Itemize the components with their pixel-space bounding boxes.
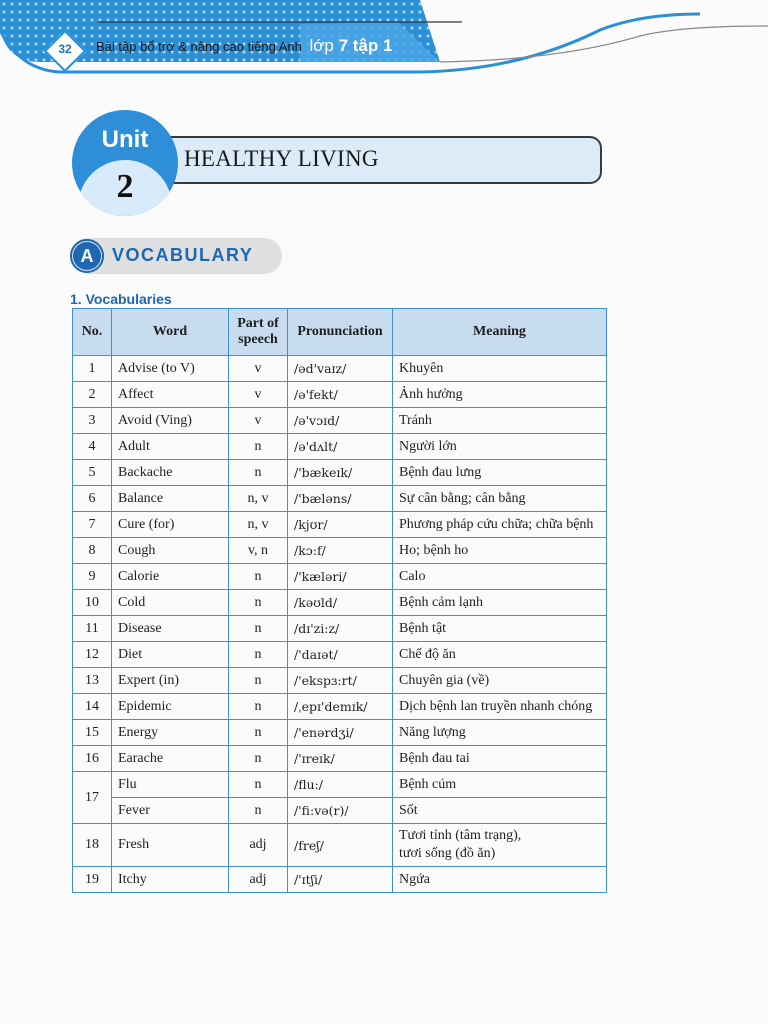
cell-pos: n (229, 590, 288, 616)
table-row (73, 460, 607, 486)
unit-badge (72, 110, 178, 216)
cell-pronunciation: /ə'vɔɪd/ (288, 408, 393, 434)
cell-word: Epidemic (112, 694, 229, 720)
table-row (73, 798, 607, 824)
book-title (96, 36, 392, 56)
cell-pos: n (229, 434, 288, 460)
cell-no: 4 (73, 434, 112, 460)
cell-meaning: Người lớn (393, 434, 607, 460)
cell-meaning: Năng lượng (393, 720, 607, 746)
cell-pos: v, n (229, 538, 288, 564)
book-title-text: Bài tập bổ trợ & nâng cao tiếng Anh (96, 39, 302, 54)
table-row (73, 642, 607, 668)
cell-pronunciation: /'ekspɜ:rt/ (288, 668, 393, 694)
header-pronunciation: Pronunciation (288, 309, 393, 356)
cell-word: Fever (112, 798, 229, 824)
grade-text: lớp (309, 36, 339, 55)
cell-pronunciation: /'daɪət/ (288, 642, 393, 668)
header-banner (0, 0, 768, 90)
table-row (73, 772, 607, 798)
cell-pos: n (229, 616, 288, 642)
table-header-row (73, 309, 607, 356)
unit-title: HEALTHY LIVING (184, 146, 379, 171)
table-row (73, 694, 607, 720)
cell-pronunciation: /'enərdʒi/ (288, 720, 393, 746)
cell-pos: n (229, 720, 288, 746)
cell-pronunciation: /ə'dʌlt/ (288, 434, 393, 460)
table-row (73, 408, 607, 434)
cell-meaning: Sốt (393, 798, 607, 824)
cell-no: 13 (73, 668, 112, 694)
cell-pronunciation: /'ɪtʃi/ (288, 867, 393, 893)
cell-word: Affect (112, 382, 229, 408)
cell-no: 5 (73, 460, 112, 486)
cell-word: Diet (112, 642, 229, 668)
cell-pos: n (229, 460, 288, 486)
cell-pos: n (229, 772, 288, 798)
subheading: 1. Vocabularies (70, 291, 172, 307)
cell-pronunciation: /'ɪreɪk/ (288, 746, 393, 772)
header-word: Word (112, 309, 229, 356)
cell-pronunciation: /ˌepɪ'demɪk/ (288, 694, 393, 720)
cell-pos: adj (229, 824, 288, 867)
cell-pos: v (229, 356, 288, 382)
cell-pronunciation: /'kæləri/ (288, 564, 393, 590)
cell-word: Disease (112, 616, 229, 642)
cell-meaning: Chế độ ăn (393, 642, 607, 668)
cell-no: 14 (73, 694, 112, 720)
cell-word: Expert (in) (112, 668, 229, 694)
cell-meaning: Bệnh đau tai (393, 746, 607, 772)
cell-meaning: Ho; bệnh ho (393, 538, 607, 564)
table-row (73, 720, 607, 746)
cell-pronunciation: /flu:/ (288, 772, 393, 798)
cell-word: Cure (for) (112, 512, 229, 538)
table-row (73, 564, 607, 590)
cell-word: Itchy (112, 867, 229, 893)
cell-meaning: Chuyên gia (về) (393, 668, 607, 694)
cell-pronunciation: /freʃ/ (288, 824, 393, 867)
meaning-line-2: tươi sống (đồ ăn) (399, 846, 496, 861)
unit-label: Unit (101, 126, 149, 153)
cell-no: 8 (73, 538, 112, 564)
cell-pos: v (229, 408, 288, 434)
cell-no: 15 (73, 720, 112, 746)
cell-word: Cough (112, 538, 229, 564)
cell-pronunciation: /əd'vaɪz/ (288, 356, 393, 382)
cell-no: 17 (73, 772, 112, 824)
cell-pronunciation: /'bækeɪk/ (288, 460, 393, 486)
cell-pos: n, v (229, 512, 288, 538)
cell-pronunciation: /kəʊld/ (288, 590, 393, 616)
table-row (73, 512, 607, 538)
cell-pos: n (229, 668, 288, 694)
cell-pronunciation: /'bæləns/ (288, 486, 393, 512)
table-row (73, 616, 607, 642)
cell-pronunciation: /'fi:və(r)/ (288, 798, 393, 824)
cell-word: Earache (112, 746, 229, 772)
cell-pronunciation: /kjʊr/ (288, 512, 393, 538)
table-row (73, 867, 607, 893)
cell-no: 18 (73, 824, 112, 867)
table-row (73, 668, 607, 694)
cell-meaning: Tránh (393, 408, 607, 434)
cell-word: Fresh (112, 824, 229, 867)
cell-no: 12 (73, 642, 112, 668)
table-body (73, 356, 607, 893)
book-grade (309, 36, 392, 55)
cell-pos: n, v (229, 486, 288, 512)
table-row (73, 434, 607, 460)
cell-word: Backache (112, 460, 229, 486)
cell-no: 2 (73, 382, 112, 408)
cell-word: Avoid (Ving) (112, 408, 229, 434)
cell-word: Calorie (112, 564, 229, 590)
cell-no: 11 (73, 616, 112, 642)
cell-pos: n (229, 798, 288, 824)
cell-meaning: Phương pháp cứu chữa; chữa bệnh (393, 512, 607, 538)
unit-number: 2 (116, 168, 134, 205)
page-number: 32 (58, 42, 72, 56)
cell-no: 9 (73, 564, 112, 590)
cell-pronunciation: /ə'fekt/ (288, 382, 393, 408)
cell-word: Flu (112, 772, 229, 798)
cell-pronunciation: /dɪ'zi:z/ (288, 616, 393, 642)
cell-no: 7 (73, 512, 112, 538)
cell-meaning: Bệnh cảm lạnh (393, 590, 607, 616)
cell-word: Balance (112, 486, 229, 512)
cell-no: 1 (73, 356, 112, 382)
cell-no: 16 (73, 746, 112, 772)
cell-meaning: Dịch bệnh lan truyền nhanh chóng (393, 694, 607, 720)
vocabulary-table (72, 308, 607, 893)
cell-pos: n (229, 694, 288, 720)
table-row (73, 538, 607, 564)
cell-pos: n (229, 642, 288, 668)
cell-word: Advise (to V) (112, 356, 229, 382)
cell-no: 19 (73, 867, 112, 893)
table-row (73, 356, 607, 382)
header-no: No. (73, 309, 112, 356)
cell-pos: v (229, 382, 288, 408)
cell-meaning (393, 824, 607, 867)
header-pos: Part of speech (229, 309, 288, 356)
table-row (73, 486, 607, 512)
table-row (73, 746, 607, 772)
cell-pos: n (229, 746, 288, 772)
cell-meaning: Ảnh hưởng (393, 382, 607, 408)
table-row (73, 382, 607, 408)
cell-meaning: Ngứa (393, 867, 607, 893)
meaning-line-1: Tươi tỉnh (tâm trạng), (399, 828, 522, 843)
table-row (73, 824, 607, 867)
cell-meaning: Khuyên (393, 356, 607, 382)
cell-word: Adult (112, 434, 229, 460)
cell-pronunciation: /kɔ:f/ (288, 538, 393, 564)
section-letter-icon: A (73, 242, 101, 270)
cell-meaning: Sự cân bằng; cân bằng (393, 486, 607, 512)
cell-pos: n (229, 564, 288, 590)
cell-word: Cold (112, 590, 229, 616)
cell-meaning: Bệnh cúm (393, 772, 607, 798)
cell-pos: adj (229, 867, 288, 893)
cell-meaning: Bệnh đau lưng (393, 460, 607, 486)
cell-no: 6 (73, 486, 112, 512)
cell-word: Energy (112, 720, 229, 746)
cell-meaning: Bệnh tật (393, 616, 607, 642)
cell-meaning: Calo (393, 564, 607, 590)
cell-no: 10 (73, 590, 112, 616)
cell-no: 3 (73, 408, 112, 434)
section-title: VOCABULARY (112, 245, 254, 265)
header-meaning: Meaning (393, 309, 607, 356)
grade-number: 7 tập 1 (338, 36, 393, 55)
table-row (73, 590, 607, 616)
